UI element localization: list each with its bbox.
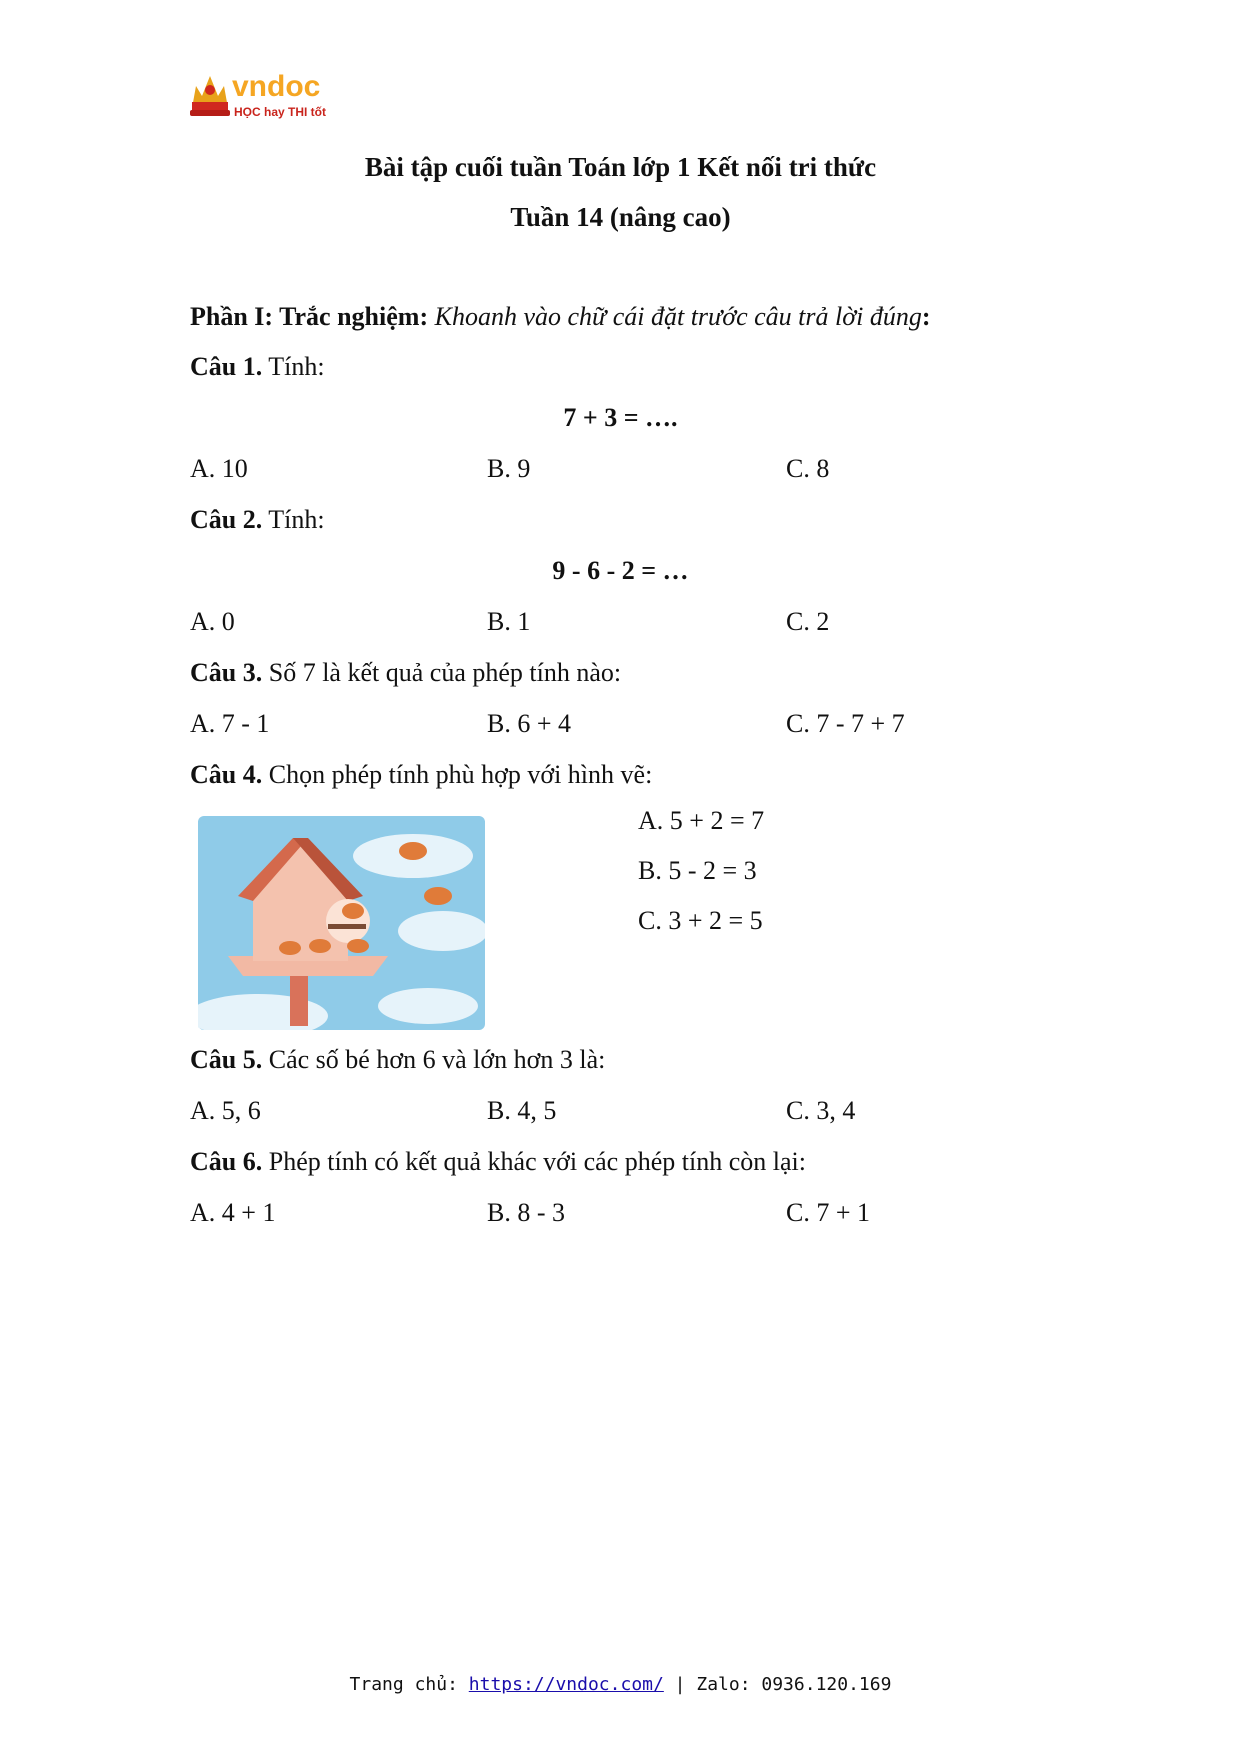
question-text: Tính:	[268, 505, 325, 534]
document-subtitle: Tuần 14 (nâng cao)	[510, 202, 731, 232]
question-1-option-c[interactable]: C. 8	[786, 454, 830, 483]
birdhouse-illustration	[198, 816, 485, 1030]
footer-separator: |	[663, 1674, 697, 1695]
question-1-expression: 7 + 3 = ….	[563, 403, 678, 432]
question-label: Câu 2.	[190, 505, 263, 534]
logo-tagline: HỌC hay THI tốt	[234, 105, 326, 119]
question-6-option-b[interactable]: B. 8 - 3	[487, 1198, 565, 1227]
question-4	[190, 760, 652, 790]
question-1	[190, 352, 325, 382]
question-3-option-a[interactable]: A. 7 - 1	[190, 709, 270, 738]
footer-zalo: Zalo: 0936.120.169	[696, 1674, 892, 1695]
question-text: Số 7 là kết quả của phép tính nào:	[268, 658, 622, 687]
question-6-option-a[interactable]: A. 4 + 1	[190, 1198, 276, 1227]
vndoc-logo	[188, 66, 348, 124]
question-2-expression: 9 - 6 - 2 = …	[552, 556, 689, 585]
document-title: Bài tập cuối tuần Toán lớp 1 Kết nối tri thức	[364, 152, 877, 182]
question-2-option-c[interactable]: C. 2	[786, 607, 830, 636]
question-4-option-b[interactable]: B. 5 - 2 = 3	[638, 856, 757, 885]
question-label: Câu 3.	[190, 658, 263, 687]
logo-wordmark: vndoc	[232, 70, 321, 103]
question-3	[190, 658, 621, 688]
question-text: Phép tính có kết quả khác với các phép tính còn lại:	[268, 1147, 806, 1176]
question-5	[190, 1045, 605, 1075]
page-footer	[0, 1674, 1241, 1695]
section-colon: :	[921, 302, 931, 331]
section-instruction: Khoanh vào chữ cái đặt trước câu trả lời đúng	[434, 302, 922, 331]
footer-prefix: Trang chủ:	[349, 1674, 469, 1695]
section-heading	[190, 302, 931, 332]
question-5-option-c[interactable]: C. 3, 4	[786, 1096, 856, 1125]
question-label: Câu 4.	[190, 760, 263, 789]
homepage-link[interactable]: https://vndoc.com/	[468, 1674, 664, 1695]
question-2-option-a[interactable]: A. 0	[190, 607, 235, 636]
question-3-option-b[interactable]: B. 6 + 4	[487, 709, 572, 738]
question-1-option-a[interactable]: A. 10	[190, 454, 248, 483]
question-3-option-c[interactable]: C. 7 - 7 + 7	[786, 709, 905, 738]
question-2-option-b[interactable]: B. 1	[487, 607, 531, 636]
question-5-option-b[interactable]: B. 4, 5	[487, 1096, 557, 1125]
question-label: Câu 1.	[190, 352, 263, 381]
question-5-option-a[interactable]: A. 5, 6	[190, 1096, 261, 1125]
question-6	[190, 1147, 806, 1177]
question-text: Các số bé hơn 6 và lớn hơn 3 là:	[268, 1045, 606, 1074]
section-label: Phần I: Trắc nghiệm:	[190, 302, 429, 331]
question-1-option-b[interactable]: B. 9	[487, 454, 531, 483]
question-text: Chọn phép tính phù hợp với hình vẽ:	[268, 760, 653, 789]
question-6-option-c[interactable]: C. 7 + 1	[786, 1198, 871, 1227]
question-label: Câu 5.	[190, 1045, 263, 1074]
question-2	[190, 505, 325, 535]
question-label: Câu 6.	[190, 1147, 263, 1176]
question-text: Tính:	[268, 352, 325, 381]
question-4-option-a[interactable]: A. 5 + 2 = 7	[638, 806, 765, 835]
question-4-option-c[interactable]: C. 3 + 2 = 5	[638, 906, 763, 935]
